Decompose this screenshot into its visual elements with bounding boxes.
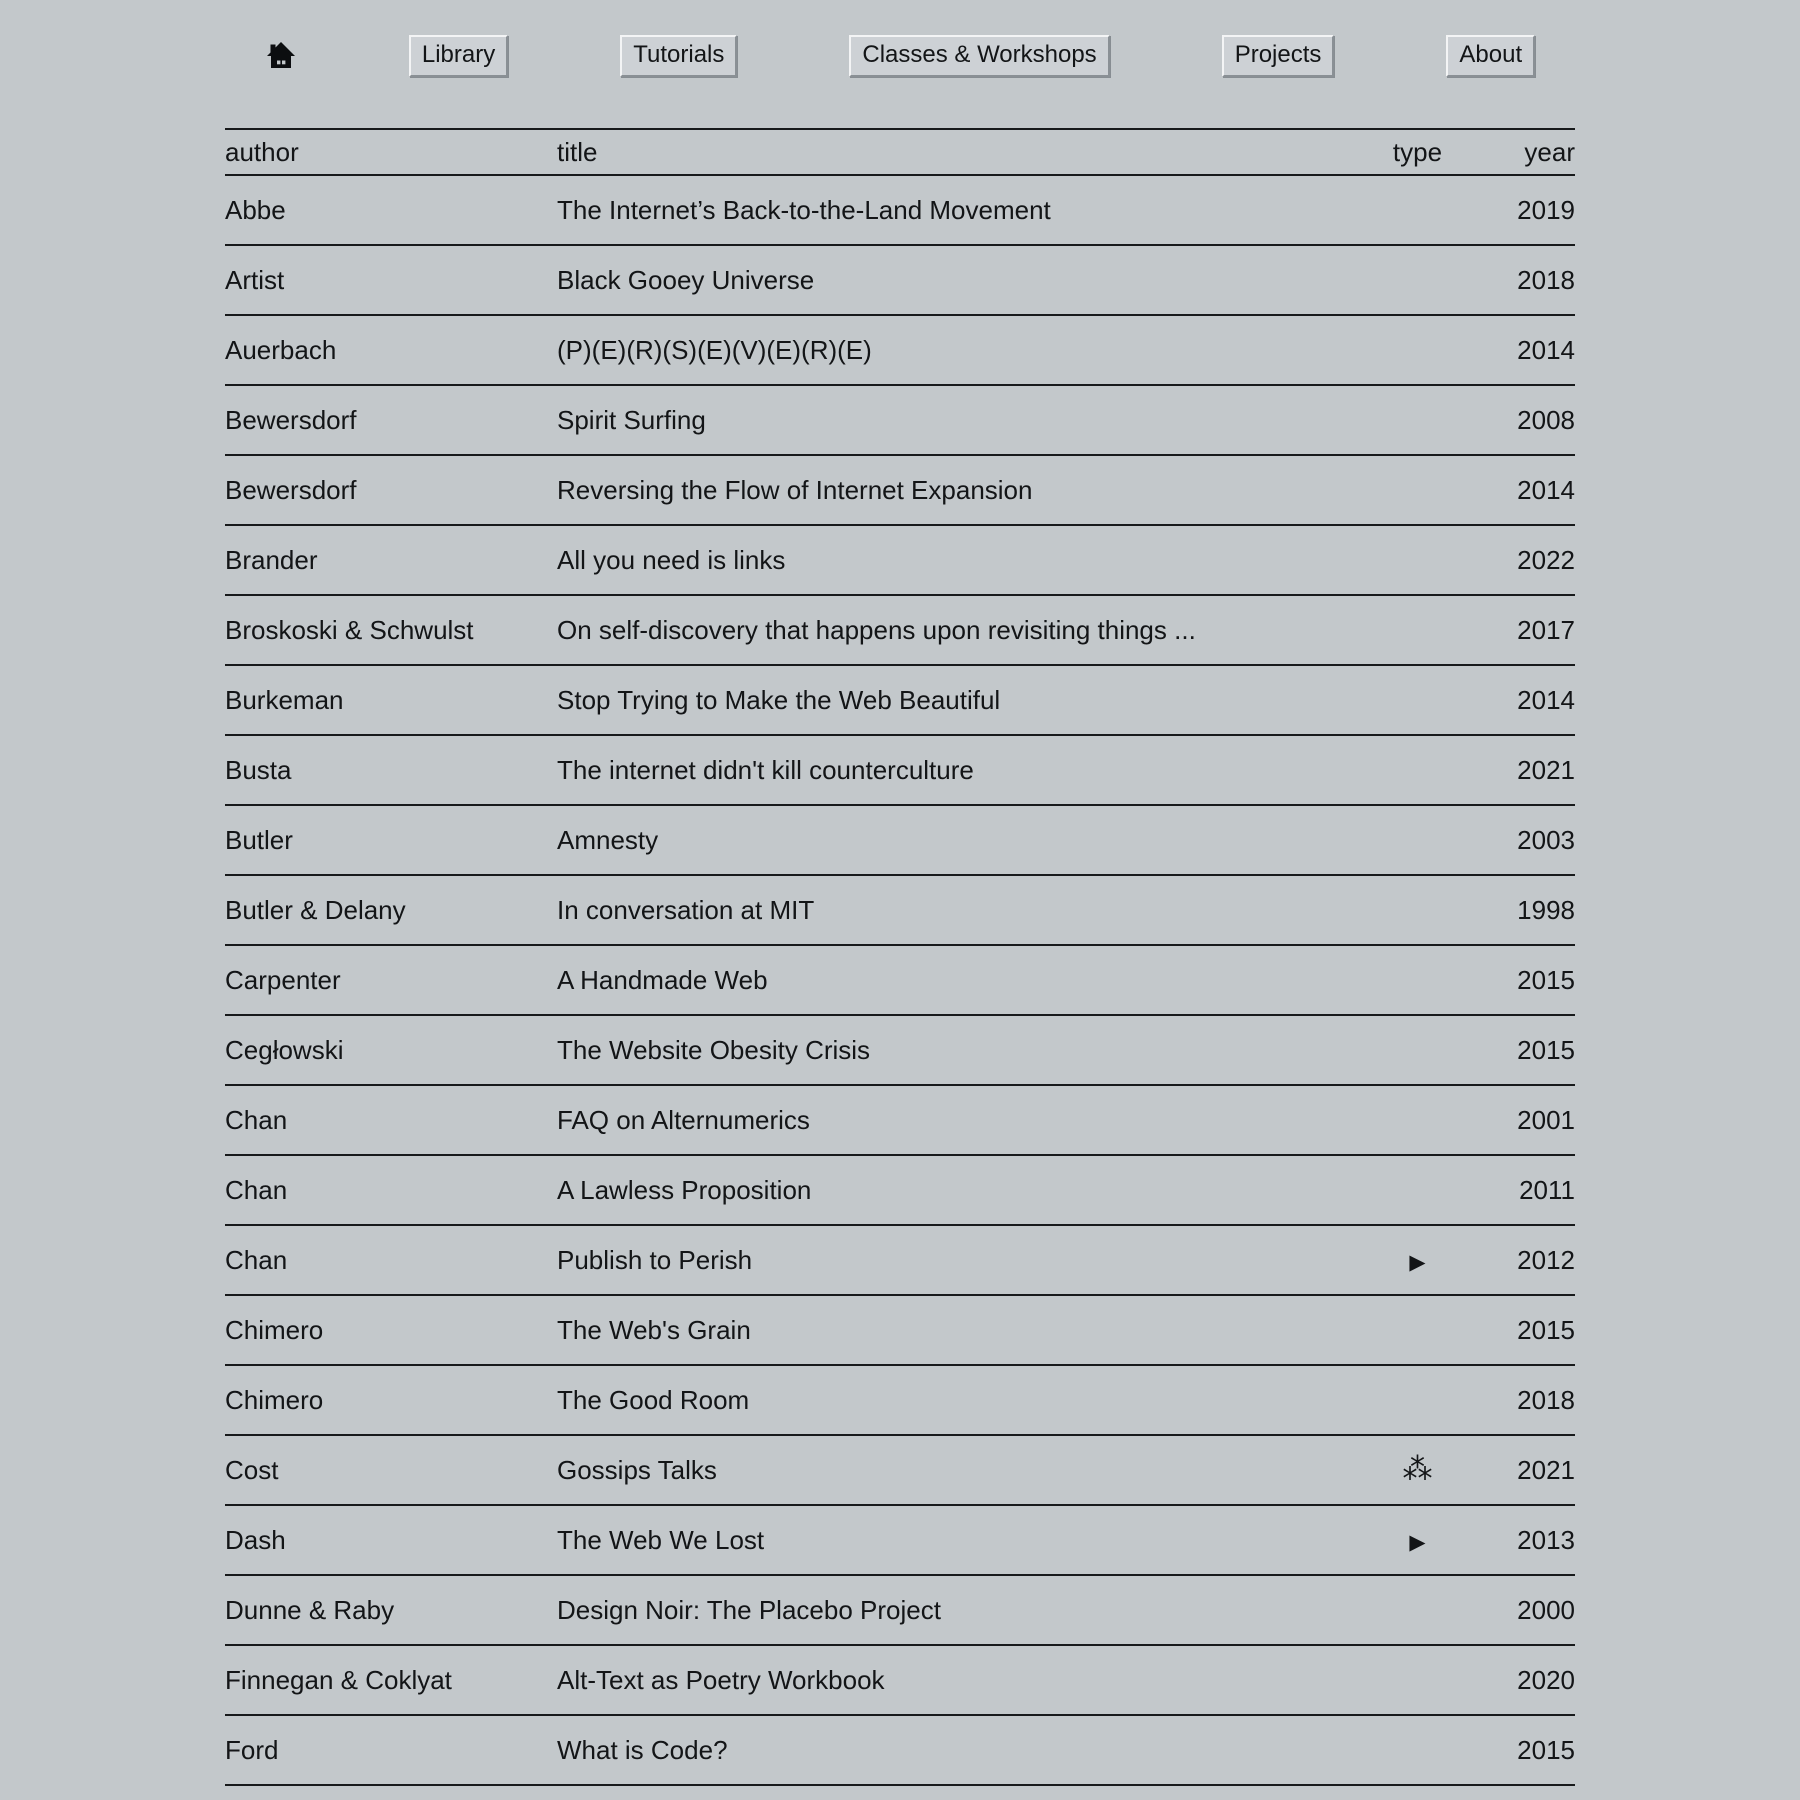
row-author: Artist: [225, 264, 285, 295]
row-title: The Web We Lost: [557, 1524, 765, 1555]
table-row[interactable]: [225, 1716, 1575, 1786]
row-author: Auerbach: [225, 334, 337, 365]
nav-button-classes-workshops[interactable]: Classes & Workshops: [849, 35, 1109, 76]
row-year: 2013: [1517, 1524, 1575, 1555]
table-row[interactable]: [225, 386, 1575, 456]
row-author: Chimero: [225, 1314, 324, 1345]
table-row[interactable]: [225, 806, 1575, 876]
table-row[interactable]: [225, 1156, 1575, 1226]
table-row[interactable]: [225, 176, 1575, 246]
table-row[interactable]: [225, 1646, 1575, 1716]
row-title: The Web's Grain: [557, 1314, 751, 1345]
row-author: Bewersdorf: [225, 474, 357, 505]
row-year: 2014: [1517, 334, 1575, 365]
row-year: 2011: [1519, 1174, 1575, 1205]
row-title: Reversing the Flow of Internet Expansion: [557, 474, 1033, 505]
row-year: 2015: [1517, 964, 1575, 995]
column-header-title: title: [557, 136, 598, 167]
library-table: [225, 128, 1575, 1786]
table-row[interactable]: [225, 1016, 1575, 1086]
play-icon: ▶: [1409, 1250, 1426, 1274]
row-year: 2015: [1517, 1734, 1575, 1765]
row-year: 1998: [1517, 894, 1575, 925]
table-row[interactable]: [225, 666, 1575, 736]
nav-button-about[interactable]: About: [1446, 35, 1535, 76]
table-row[interactable]: [225, 1436, 1575, 1506]
row-title: The Good Room: [557, 1384, 750, 1415]
row-year: 2018: [1517, 264, 1575, 295]
table-row[interactable]: [225, 946, 1575, 1016]
row-author: Brander: [225, 544, 318, 575]
row-year: 2020: [1517, 1664, 1575, 1695]
row-author: Butler: [225, 824, 293, 855]
nav-button-projects[interactable]: Projects: [1222, 35, 1335, 76]
row-type: [1375, 1452, 1460, 1486]
table-row[interactable]: [225, 596, 1575, 666]
row-year: 2014: [1517, 684, 1575, 715]
column-header-author: author: [225, 136, 299, 167]
row-title: The Internet’s Back-to-the-Land Movement: [557, 194, 1051, 225]
top-navigation: [0, 0, 1800, 112]
row-author: Chan: [225, 1174, 288, 1205]
row-year: 2021: [1517, 1454, 1575, 1485]
table-row[interactable]: [225, 1366, 1575, 1436]
row-title: Publish to Perish: [557, 1244, 753, 1275]
play-icon: ▶: [1409, 1530, 1426, 1554]
home-icon: [266, 41, 296, 71]
column-header-type: type: [1392, 136, 1443, 167]
table-header-row: [225, 130, 1575, 176]
row-title: The Website Obesity Crisis: [557, 1034, 871, 1065]
table-row[interactable]: [225, 876, 1575, 946]
table-row[interactable]: [225, 526, 1575, 596]
row-author: Chan: [225, 1104, 288, 1135]
row-title: Design Noir: The Placebo Project: [557, 1594, 941, 1625]
row-author: Chimero: [225, 1384, 324, 1415]
row-author: Bewersdorf: [225, 404, 357, 435]
table-row[interactable]: [225, 316, 1575, 386]
row-year: 2018: [1517, 1384, 1575, 1415]
row-author: Ford: [225, 1734, 279, 1765]
row-author: Burkeman: [225, 684, 344, 715]
row-year: 2021: [1517, 754, 1575, 785]
table-row[interactable]: [225, 1296, 1575, 1366]
home-button[interactable]: [265, 40, 297, 72]
row-author: Busta: [225, 754, 292, 785]
row-year: 2017: [1517, 614, 1575, 645]
row-year: 2008: [1517, 404, 1575, 435]
row-author: Carpenter: [225, 964, 341, 995]
row-title: What is Code?: [557, 1734, 728, 1765]
row-title: Gossips Talks: [557, 1454, 717, 1485]
row-title: Stop Trying to Make the Web Beautiful: [557, 684, 1001, 715]
row-title: Black Gooey Universe: [557, 264, 815, 295]
row-year: 2000: [1517, 1594, 1575, 1625]
row-author: Dash: [225, 1524, 286, 1555]
row-author: Butler & Delany: [225, 894, 406, 925]
row-author: Cost: [225, 1454, 279, 1485]
column-header-year: year: [1524, 136, 1575, 167]
row-author: Finnegan & Coklyat: [225, 1664, 452, 1695]
nav-button-library[interactable]: Library: [409, 35, 508, 76]
row-title: FAQ on Alternumerics: [557, 1104, 810, 1135]
row-year: 2015: [1517, 1034, 1575, 1065]
row-year: 2012: [1517, 1244, 1575, 1275]
row-author: Dunne & Raby: [225, 1594, 395, 1625]
row-title: Spirit Surfing: [557, 404, 706, 435]
row-title: (P)(E)(R)(S)(E)(V)(E)(R)(E): [557, 334, 872, 365]
row-title: In conversation at MIT: [557, 894, 815, 925]
row-year: 2001: [1517, 1104, 1575, 1135]
row-title: A Handmade Web: [557, 964, 768, 995]
table-row[interactable]: [225, 1576, 1575, 1646]
row-title: A Lawless Proposition: [557, 1174, 812, 1205]
asterism-icon: ⁂: [1402, 1452, 1433, 1486]
row-author: Broskoski & Schwulst: [225, 614, 474, 645]
row-title: The internet didn't kill counterculture: [557, 754, 974, 785]
row-title: Alt-Text as Poetry Workbook: [557, 1664, 885, 1695]
row-title: All you need is links: [557, 544, 786, 575]
row-year: 2022: [1517, 544, 1575, 575]
row-author: Abbe: [225, 194, 286, 225]
table-row[interactable]: [225, 736, 1575, 806]
row-type: [1375, 1525, 1460, 1556]
row-author: Cegłowski: [225, 1034, 344, 1065]
row-author: Chan: [225, 1244, 288, 1275]
row-type: [1375, 1245, 1460, 1276]
row-year: 2014: [1517, 474, 1575, 505]
row-title: On self-discovery that happens upon revisiting things ...: [557, 614, 1196, 645]
row-title: Amnesty: [557, 824, 659, 855]
table-row[interactable]: [225, 1226, 1575, 1296]
table-row[interactable]: [225, 1086, 1575, 1156]
table-row[interactable]: [225, 1506, 1575, 1576]
row-year: 2003: [1517, 824, 1575, 855]
nav-button-tutorials[interactable]: Tutorials: [620, 35, 737, 76]
table-row[interactable]: [225, 246, 1575, 316]
row-year: 2015: [1517, 1314, 1575, 1345]
row-year: 2019: [1517, 194, 1575, 225]
table-row[interactable]: [225, 456, 1575, 526]
